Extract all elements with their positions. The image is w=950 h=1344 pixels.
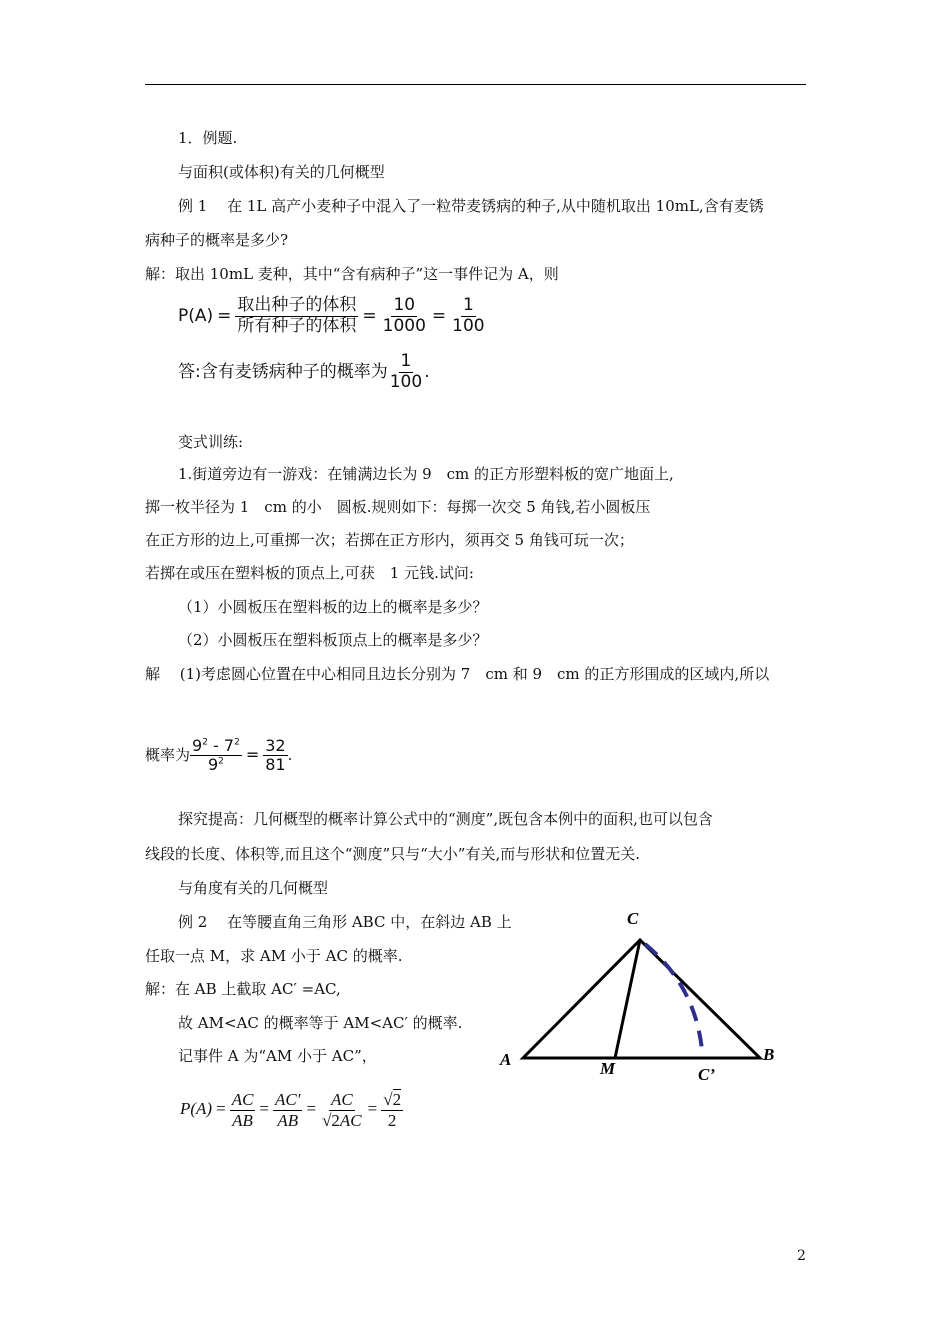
frac2-numerator: 10 [393,295,416,315]
section1-title: 与面积(或体积)有关的几何概型 [178,163,385,181]
example2-sol1: 解：在 AB 上截取 AC′ =AC, [145,980,341,998]
section2-title: 与角度有关的几何概型 [178,879,329,897]
answer-numerator: 1 [400,351,412,371]
heading: 1．例题. [178,129,238,147]
explore-line1: 探究提高：几何概型的概率计算公式中的“测度”,既包含本例中的面积,也可以包含 [178,810,713,828]
example2-line1: 例 2 在等腰直角三角形 ABC 中，在斜边 AB 上 [178,913,512,931]
ex2-f2-den: AB [277,1110,299,1130]
example2-sol3: 记事件 A 为“AM 小于 AC”， [178,1047,377,1065]
example1-formula: P(A) = $\frac{\text{取出种子的体积}}{\text{所有种子的体积}}$ = $\frac{10}{1000}$ = $\frac{1}{100}$ [178,295,485,336]
example1-line2: 病种子的概率是多少? [145,231,289,249]
formula-lhs: P(A) [178,306,214,327]
example2-formula: P(A) = $\frac{AC}{AB}$ = $\frac{AC'}{AB}$ = $\frac{AC}{√2AC}$ = $\frac{√2}{2}$ [180,1090,402,1130]
explore-line2: 线段的长度、体积等,而且这个“测度”只与“大小”有关,而与形状和位置无关. [145,845,640,863]
variant-line3: 在正方形的边上,可重掷一次；若掷在正方形内，须再交 5 角钱可玩一次； [145,531,634,549]
frac2-denominator: 1000 [382,315,426,336]
label-m: M [600,1059,616,1078]
variant-line1: 1.街道旁边有一游戏：在铺满边长为 9 cm 的正方形塑料板的宽广地面上, [178,465,674,483]
ex2-f3-den-rest: AC [339,1110,362,1130]
arc-c-to-cprime [645,944,702,1050]
sqrt-sign: √ [322,1110,332,1130]
ex2-formula-lhs: P(A) [180,1098,213,1118]
prob-exp-a: 2 [202,737,208,748]
prob-term-b: 7 [223,736,235,755]
triangle-abc [523,940,760,1058]
label-c: C [627,909,639,928]
ex2-f3-root: 2 [331,1110,340,1130]
variant-line2: 掷一枚半径为 1 cm 的小 圆板.规则如下：每掷一次交 5 角钱,若小圆板压 [145,498,651,516]
answer-end: . [424,362,430,383]
header-rule [145,84,806,85]
ex2-f1-num: AC [231,1090,254,1109]
frac1-numerator: 取出种子的体积 [237,295,357,315]
result-end: . [287,745,293,764]
frac1-denominator: 所有种子的体积 [237,315,357,336]
example1-line1: 例 1 在 1L 高产小麦种子中混入了一粒带麦锈病的种子,从中随机取出 10mL,含有麦锈 [178,197,764,215]
ex2-f4-root: 2 [392,1090,402,1109]
answer-text: 答:含有麦锈病种子的概率为 [178,362,388,383]
result-numerator: 32 [265,736,286,755]
variant-line4: 若掷在或压在塑料板的顶点上,可获 1 元钱.试问: [145,564,474,582]
label-cprime: C’ [698,1065,715,1084]
result-denominator: 81 [265,755,286,775]
variant-question1: （1）小圆板压在塑料板的边上的概率是多少？ [178,598,488,616]
variant-title: 变式训练: [178,433,244,451]
example2-line2: 任取一点 M，求 AM 小于 AC 的概率. [145,947,403,965]
ex2-f4-den: 2 [387,1110,397,1130]
prob-term-a: 9 [192,736,203,755]
triangle-diagram [490,900,790,1090]
ex2-f2-num: AC′ [275,1090,301,1109]
prob-exp-b: 2 [234,737,240,748]
variant-question2: （2）小圆板压在塑料板顶点上的概率是多少？ [178,631,488,649]
ex2-f3-num: AC [330,1090,353,1109]
example1-answer [178,352,430,392]
prob-exp-den: 2 [218,757,224,768]
prob-denominator: 9 [207,755,219,775]
label-b: B [763,1045,775,1064]
variant-solution: 解 (1)考虑圆心位置在中心相同且边长分别为 7 cm 和 9 cm 的正方形围成的区域内,所以 [145,665,770,683]
answer-denominator: 100 [389,371,423,392]
example1-solution-intro: 解：取出 10mL 麦种，其中“含有病种子”这一事件记为 A，则 [145,265,559,283]
label-a: A [500,1050,512,1069]
segment-cm [615,940,640,1058]
example2-sol2: 故 AM<AC 的概率等于 AM<AC′ 的概率. [178,1014,463,1032]
frac3-denominator: 100 [452,315,485,336]
sqrt-sign-2: √ [383,1090,393,1109]
prob-label: 概率为 [145,745,191,764]
prob-minus: - [207,736,224,755]
ex2-f1-den: AB [232,1110,253,1130]
variant-probability: 概率为 $\frac{9^2 - 7^2}{9^2}$ = $\frac{32}{81}$ . [145,736,293,775]
frac3-numerator: 1 [462,295,474,315]
page-number: 2 [797,1248,806,1264]
